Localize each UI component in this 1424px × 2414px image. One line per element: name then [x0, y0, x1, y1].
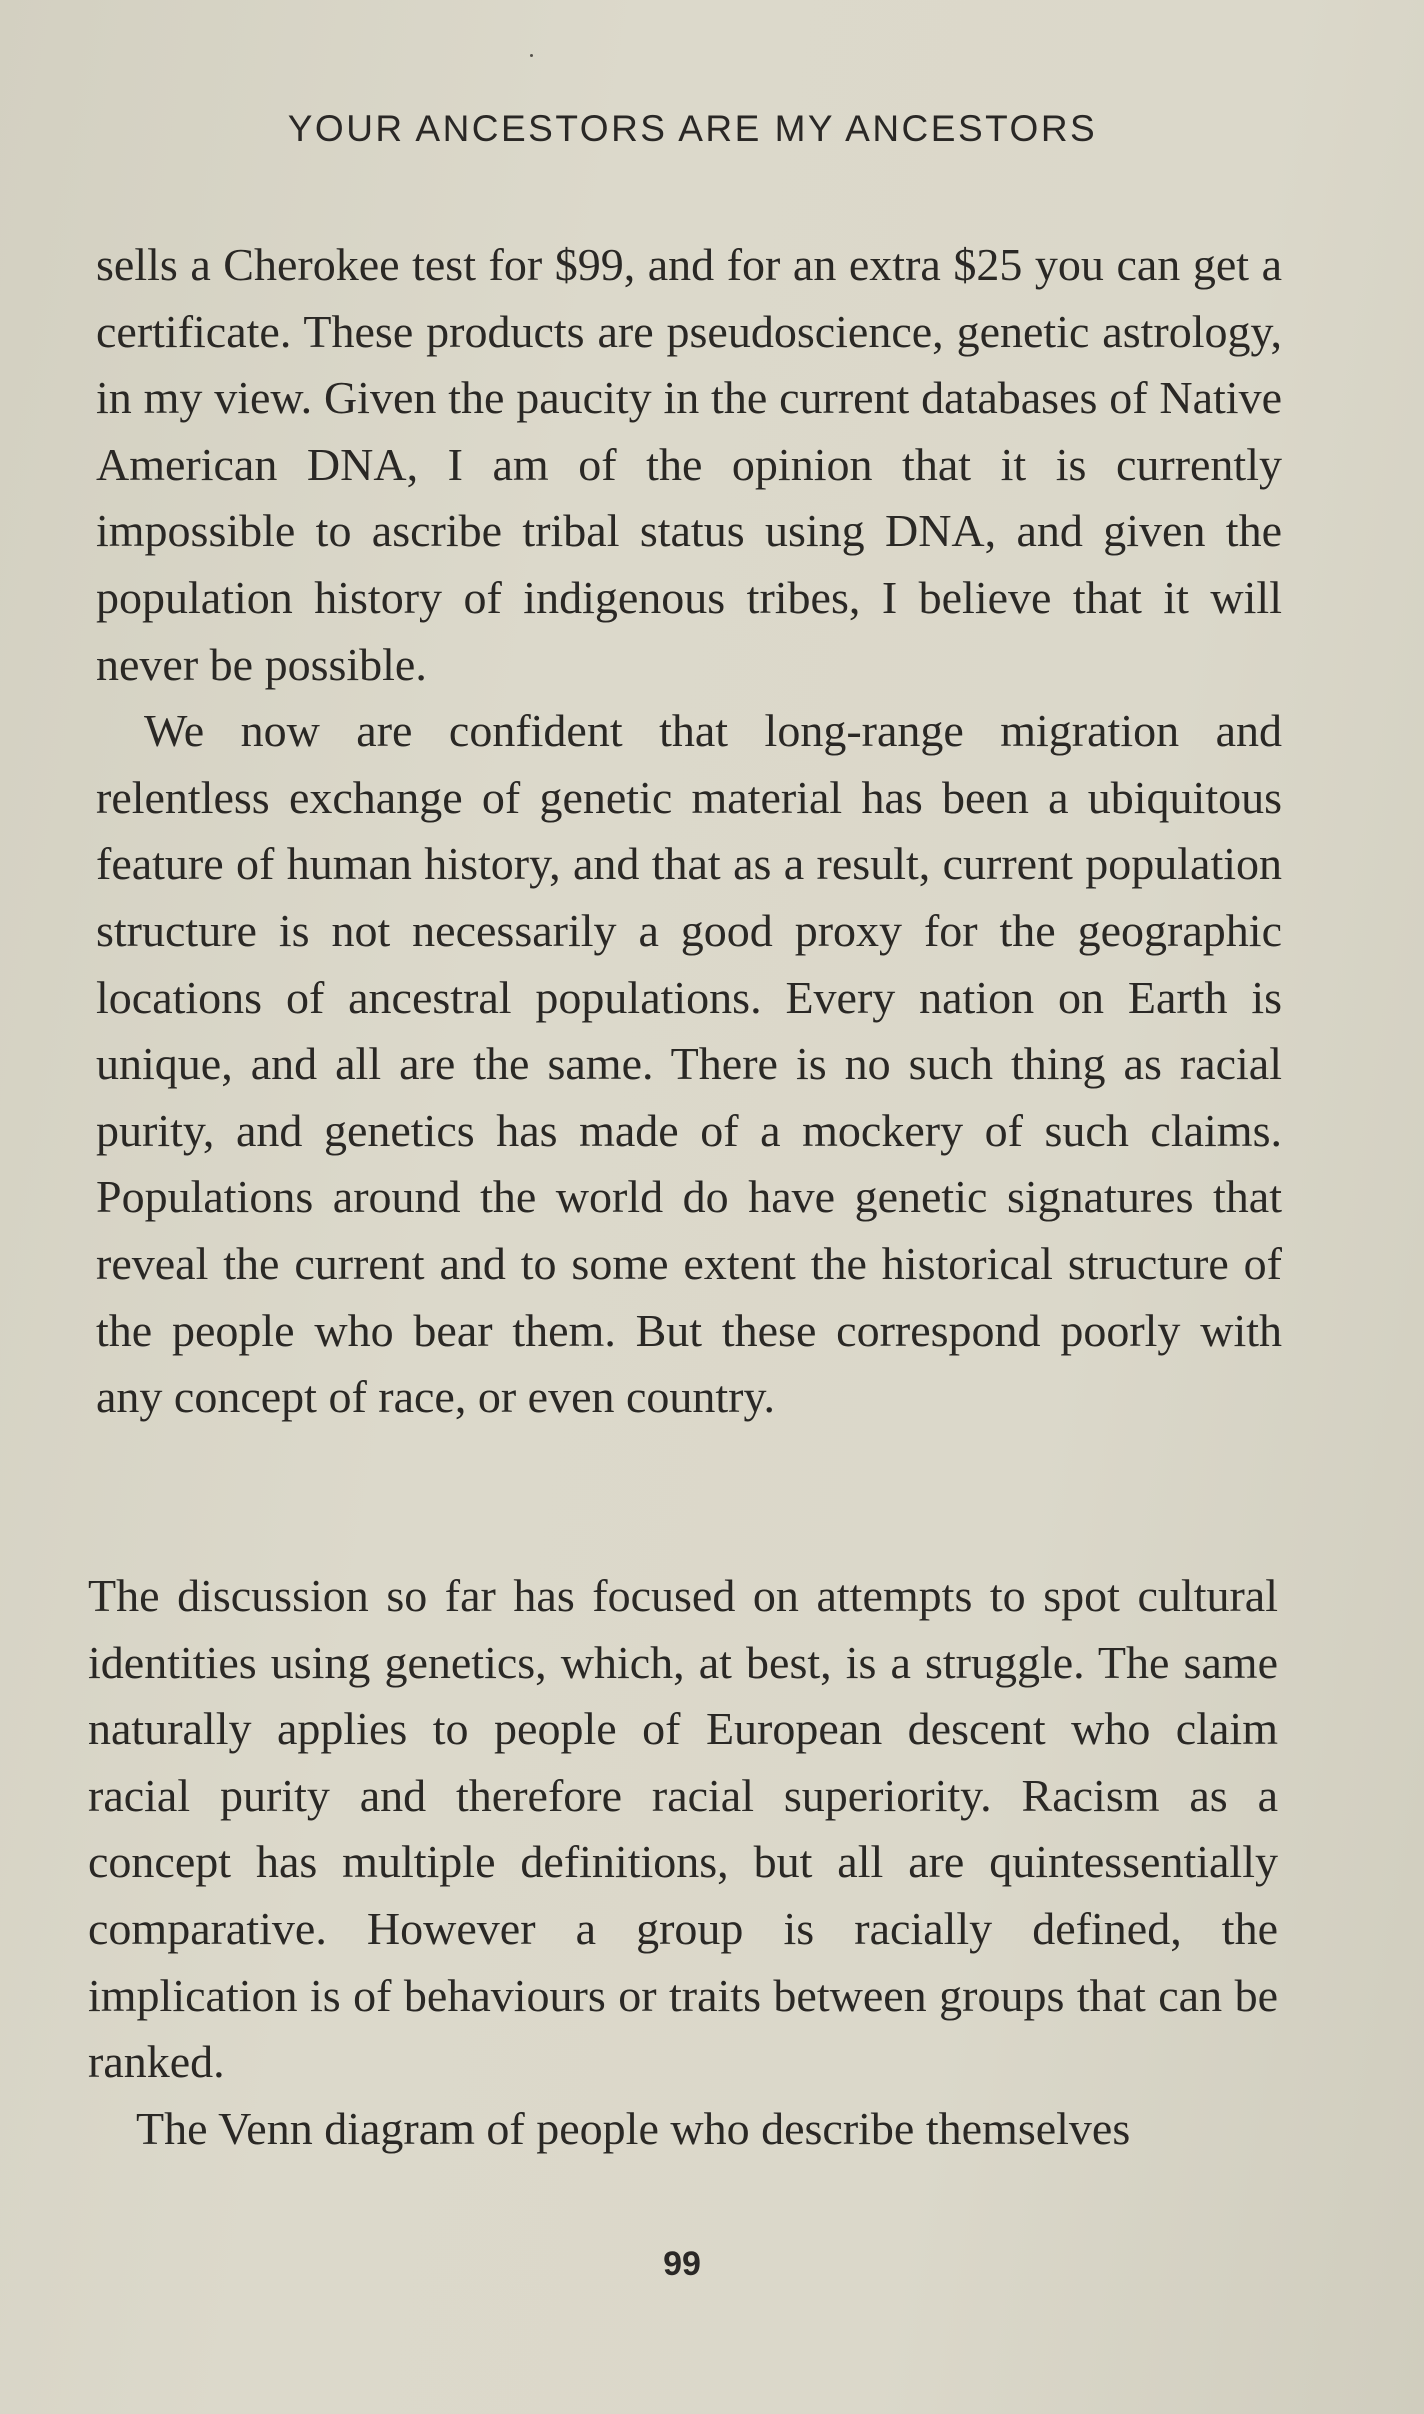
body-section-1	[96, 232, 1282, 1431]
body-section-2	[88, 1563, 1278, 2162]
page-number: 99	[663, 2245, 701, 2283]
paragraph: The Venn diagram of people who describe themselves	[136, 2102, 1131, 2154]
paragraph: sells a Cherokee test for $99, and for an extra $25 you can get a certificate. These products are pseudoscience, genetic astrology, in my view. Given the paucity in the current databases of Native American DNA, I am of the opinion that it is currently impossible to ascribe tribal status using DNA, and given the population history of indigenous tribes, I believe that it will never be possible.	[96, 239, 1282, 690]
paragraph: We now are confident that long-range migration and relentless exchange of genetic material has been a ubiquitous feature of human history, and that as a result, current population structure is not necessarily a good proxy for the geographic locations of ancestral populations. Every nation on Earth is unique, and all are the same. There is no such thing as racial purity, and genetics has made of a mockery of such claims. Populations around the world do have genetic signatures that reveal the current and to some extent the historical structure of the people who bear them. But these correspond poorly with any concept of race, or even country.	[96, 705, 1282, 1423]
paragraph: The discussion so far has focused on attempts to spot cultural identities using genetics, which, at best, is a struggle. The same naturally applies to people of European descent who claim racial purity and therefore racial superiority. Racism as a concept has multiple definitions, but all are quintessentially comparative. However a group is racially defined, the implication is of behaviours or traits between groups that can be ranked.	[88, 1570, 1278, 2088]
scan-speck	[530, 54, 533, 57]
running-head: YOUR ANCESTORS ARE MY ANCESTORS	[287, 108, 1098, 149]
